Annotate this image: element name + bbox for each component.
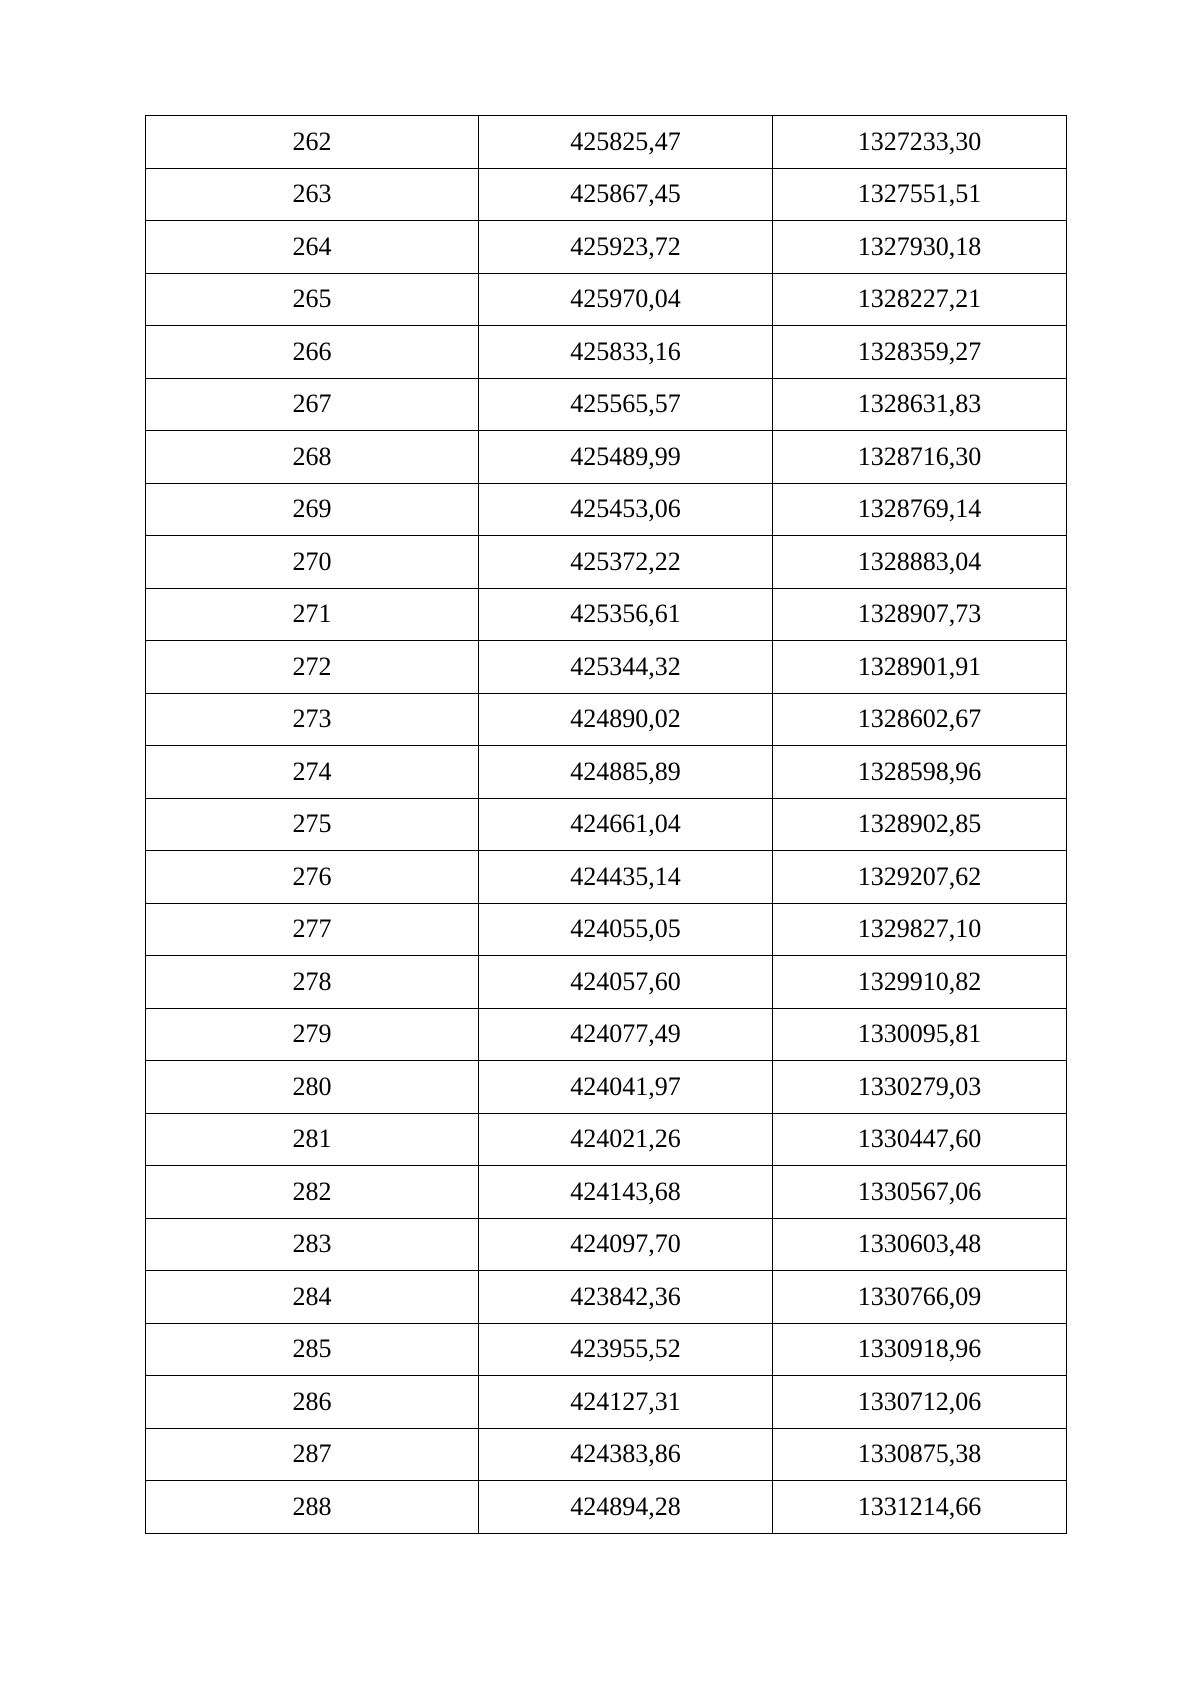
x-coordinate-cell: 423842,36 xyxy=(479,1271,773,1324)
table-row xyxy=(146,851,1067,904)
y-coordinate-cell: 1331214,66 xyxy=(773,1481,1067,1534)
y-coordinate-cell: 1330766,09 xyxy=(773,1271,1067,1324)
x-coordinate-cell: 424055,05 xyxy=(479,903,773,956)
point-number-cell: 283 xyxy=(146,1218,479,1271)
point-number-cell: 266 xyxy=(146,326,479,379)
table-row xyxy=(146,798,1067,851)
x-coordinate-cell: 425453,06 xyxy=(479,483,773,536)
y-coordinate-cell: 1327930,18 xyxy=(773,221,1067,274)
y-coordinate-cell: 1328602,67 xyxy=(773,693,1067,746)
point-number-cell: 263 xyxy=(146,168,479,221)
point-number-cell: 276 xyxy=(146,851,479,904)
point-number-cell: 281 xyxy=(146,1113,479,1166)
y-coordinate-cell: 1328631,83 xyxy=(773,378,1067,431)
y-coordinate-cell: 1330279,03 xyxy=(773,1061,1067,1114)
x-coordinate-cell: 424435,14 xyxy=(479,851,773,904)
point-number-cell: 268 xyxy=(146,431,479,484)
y-coordinate-cell: 1330095,81 xyxy=(773,1008,1067,1061)
y-coordinate-cell: 1330918,96 xyxy=(773,1323,1067,1376)
x-coordinate-cell: 424383,86 xyxy=(479,1428,773,1481)
table-row xyxy=(146,1218,1067,1271)
x-coordinate-cell: 425489,99 xyxy=(479,431,773,484)
point-number-cell: 274 xyxy=(146,746,479,799)
y-coordinate-cell: 1328883,04 xyxy=(773,536,1067,589)
table-row xyxy=(146,1428,1067,1481)
x-coordinate-cell: 424894,28 xyxy=(479,1481,773,1534)
table-row xyxy=(146,273,1067,326)
point-number-cell: 273 xyxy=(146,693,479,746)
y-coordinate-cell: 1328598,96 xyxy=(773,746,1067,799)
x-coordinate-cell: 423955,52 xyxy=(479,1323,773,1376)
point-number-cell: 282 xyxy=(146,1166,479,1219)
x-coordinate-cell: 425825,47 xyxy=(479,116,773,169)
point-number-cell: 285 xyxy=(146,1323,479,1376)
x-coordinate-cell: 425356,61 xyxy=(479,588,773,641)
x-coordinate-cell: 424097,70 xyxy=(479,1218,773,1271)
point-number-cell: 279 xyxy=(146,1008,479,1061)
point-number-cell: 275 xyxy=(146,798,479,851)
table-row xyxy=(146,956,1067,1009)
x-coordinate-cell: 425970,04 xyxy=(479,273,773,326)
y-coordinate-cell: 1329827,10 xyxy=(773,903,1067,956)
point-number-cell: 272 xyxy=(146,641,479,694)
table-row xyxy=(146,378,1067,431)
table-row xyxy=(146,168,1067,221)
y-coordinate-cell: 1327551,51 xyxy=(773,168,1067,221)
table-row xyxy=(146,1271,1067,1324)
table-row xyxy=(146,1061,1067,1114)
y-coordinate-cell: 1330447,60 xyxy=(773,1113,1067,1166)
y-coordinate-cell: 1328902,85 xyxy=(773,798,1067,851)
x-coordinate-cell: 424127,31 xyxy=(479,1376,773,1429)
y-coordinate-cell: 1330712,06 xyxy=(773,1376,1067,1429)
x-coordinate-cell: 424661,04 xyxy=(479,798,773,851)
point-number-cell: 271 xyxy=(146,588,479,641)
x-coordinate-cell: 425867,45 xyxy=(479,168,773,221)
x-coordinate-cell: 424021,26 xyxy=(479,1113,773,1166)
point-number-cell: 264 xyxy=(146,221,479,274)
x-coordinate-cell: 425833,16 xyxy=(479,326,773,379)
table-row xyxy=(146,483,1067,536)
table-row xyxy=(146,1481,1067,1534)
point-number-cell: 267 xyxy=(146,378,479,431)
point-number-cell: 269 xyxy=(146,483,479,536)
coordinates-table-body xyxy=(146,116,1067,1534)
y-coordinate-cell: 1328227,21 xyxy=(773,273,1067,326)
y-coordinate-cell: 1330875,38 xyxy=(773,1428,1067,1481)
y-coordinate-cell: 1330603,48 xyxy=(773,1218,1067,1271)
y-coordinate-cell: 1328769,14 xyxy=(773,483,1067,536)
x-coordinate-cell: 424041,97 xyxy=(479,1061,773,1114)
y-coordinate-cell: 1328907,73 xyxy=(773,588,1067,641)
x-coordinate-cell: 424057,60 xyxy=(479,956,773,1009)
table-row xyxy=(146,1323,1067,1376)
table-row xyxy=(146,746,1067,799)
point-number-cell: 265 xyxy=(146,273,479,326)
point-number-cell: 288 xyxy=(146,1481,479,1534)
point-number-cell: 270 xyxy=(146,536,479,589)
x-coordinate-cell: 425923,72 xyxy=(479,221,773,274)
table-row xyxy=(146,1008,1067,1061)
y-coordinate-cell: 1328716,30 xyxy=(773,431,1067,484)
table-row xyxy=(146,641,1067,694)
table-row xyxy=(146,1166,1067,1219)
y-coordinate-cell: 1329910,82 xyxy=(773,956,1067,1009)
table-row xyxy=(146,588,1067,641)
y-coordinate-cell: 1328901,91 xyxy=(773,641,1067,694)
x-coordinate-cell: 424077,49 xyxy=(479,1008,773,1061)
point-number-cell: 286 xyxy=(146,1376,479,1429)
table-row xyxy=(146,536,1067,589)
x-coordinate-cell: 425565,57 xyxy=(479,378,773,431)
point-number-cell: 277 xyxy=(146,903,479,956)
x-coordinate-cell: 425372,22 xyxy=(479,536,773,589)
point-number-cell: 262 xyxy=(146,116,479,169)
point-number-cell: 280 xyxy=(146,1061,479,1114)
point-number-cell: 287 xyxy=(146,1428,479,1481)
y-coordinate-cell: 1329207,62 xyxy=(773,851,1067,904)
table-row xyxy=(146,116,1067,169)
x-coordinate-cell: 425344,32 xyxy=(479,641,773,694)
table-row xyxy=(146,693,1067,746)
y-coordinate-cell: 1330567,06 xyxy=(773,1166,1067,1219)
table-row xyxy=(146,431,1067,484)
x-coordinate-cell: 424890,02 xyxy=(479,693,773,746)
y-coordinate-cell: 1328359,27 xyxy=(773,326,1067,379)
coordinates-table xyxy=(145,115,1067,1534)
table-row xyxy=(146,1376,1067,1429)
point-number-cell: 284 xyxy=(146,1271,479,1324)
y-coordinate-cell: 1327233,30 xyxy=(773,116,1067,169)
x-coordinate-cell: 424143,68 xyxy=(479,1166,773,1219)
x-coordinate-cell: 424885,89 xyxy=(479,746,773,799)
table-row xyxy=(146,903,1067,956)
table-row xyxy=(146,1113,1067,1166)
table-row xyxy=(146,221,1067,274)
point-number-cell: 278 xyxy=(146,956,479,1009)
table-row xyxy=(146,326,1067,379)
